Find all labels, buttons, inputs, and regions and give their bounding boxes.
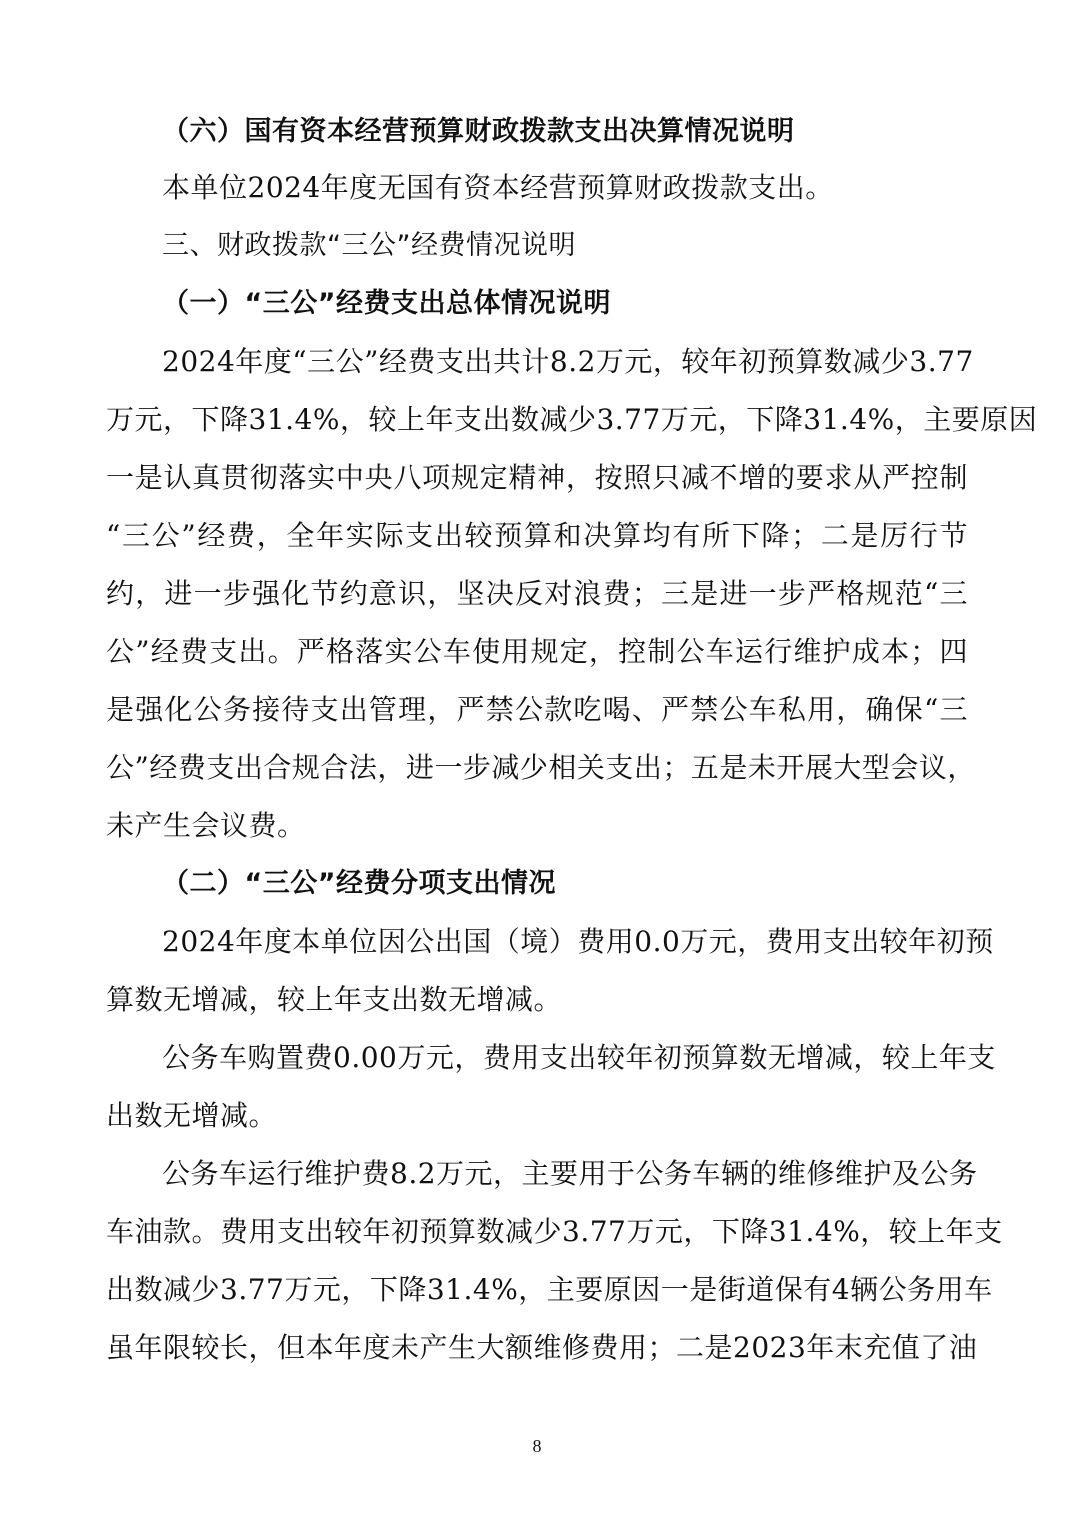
- section-3-heading: 三、财政拨款“三公”经费情况说明: [162, 230, 576, 261]
- sub-1-line-2: 万元，下降31.4%，较上年支出数减少3.77万元，下降31.4%，主要原因: [106, 403, 1038, 436]
- sub-1-line-7: 是强化公务接待支出管理，严禁公款吃喝、严禁公车私用，确保“三: [106, 693, 968, 726]
- sub-1-line-6: 公”经费支出。严格落实公车使用规定，控制公车运行维护成本；四: [106, 635, 968, 668]
- sub-2-para-3-line-2: 车油款。费用支出较年初预算数减少3.77万元，下降31.4%，较上年支: [106, 1215, 1003, 1248]
- sub-2-heading: （二）“三公”经费分项支出情况: [162, 868, 556, 899]
- section-6-heading: （六）国有资本经营预算财政拨款支出决算情况说明: [162, 116, 795, 147]
- sub-1-line-3: 一是认真贯彻落实中央八项规定精神，按照只减不增的要求从严控制: [106, 461, 968, 494]
- sub-1-line-4: “三公”经费，全年实际支出较预算和决算均有所下降；二是厉行节: [106, 519, 968, 552]
- sub-2-para-3-line-4: 虽年限较长，但本年度未产生大额维修费用；二是2023年末充值了油: [106, 1331, 978, 1364]
- sub-1-line-1: 2024年度“三公”经费支出共计8.2万元，较年初预算数减少3.77: [162, 345, 974, 378]
- sub-2-para-3-line-1: 公务车运行维护费8.2万元，主要用于公务车辆的维修维护及公务: [162, 1157, 978, 1190]
- sub-2-para-3-line-3: 出数减少3.77万元，下降31.4%，主要原因一是街道保有4辆公务用车: [106, 1273, 993, 1306]
- sub-2-para-1-line-1: 2024年度本单位因公出国（境）费用0.0万元，费用支出较年初预: [162, 925, 994, 958]
- sub-2-para-2-line-1: 公务车购置费0.00万元，费用支出较年初预算数无增减，较上年支: [162, 1041, 996, 1074]
- sub-2-para-2-line-2: 出数无增减。: [106, 1099, 278, 1132]
- sub-1-line-8: 公”经费支出合规合法，进一步减少相关支出；五是未开展大型会议，: [106, 751, 976, 784]
- sub-2-para-1-line-2: 算数无增减，较上年支出数无增减。: [106, 983, 563, 1016]
- page-number: 8: [532, 1436, 542, 1456]
- sub-1-line-5: 约，进一步强化节约意识，坚决反对浪费；三是进一步严格规范“三: [106, 577, 968, 610]
- section-6-text: 本单位2024年度无国有资本经营预算财政拨款支出。: [162, 171, 834, 204]
- sub-1-heading: （一）“三公”经费支出总体情况说明: [162, 288, 611, 319]
- sub-1-line-9: 未产生会议费。: [106, 809, 306, 842]
